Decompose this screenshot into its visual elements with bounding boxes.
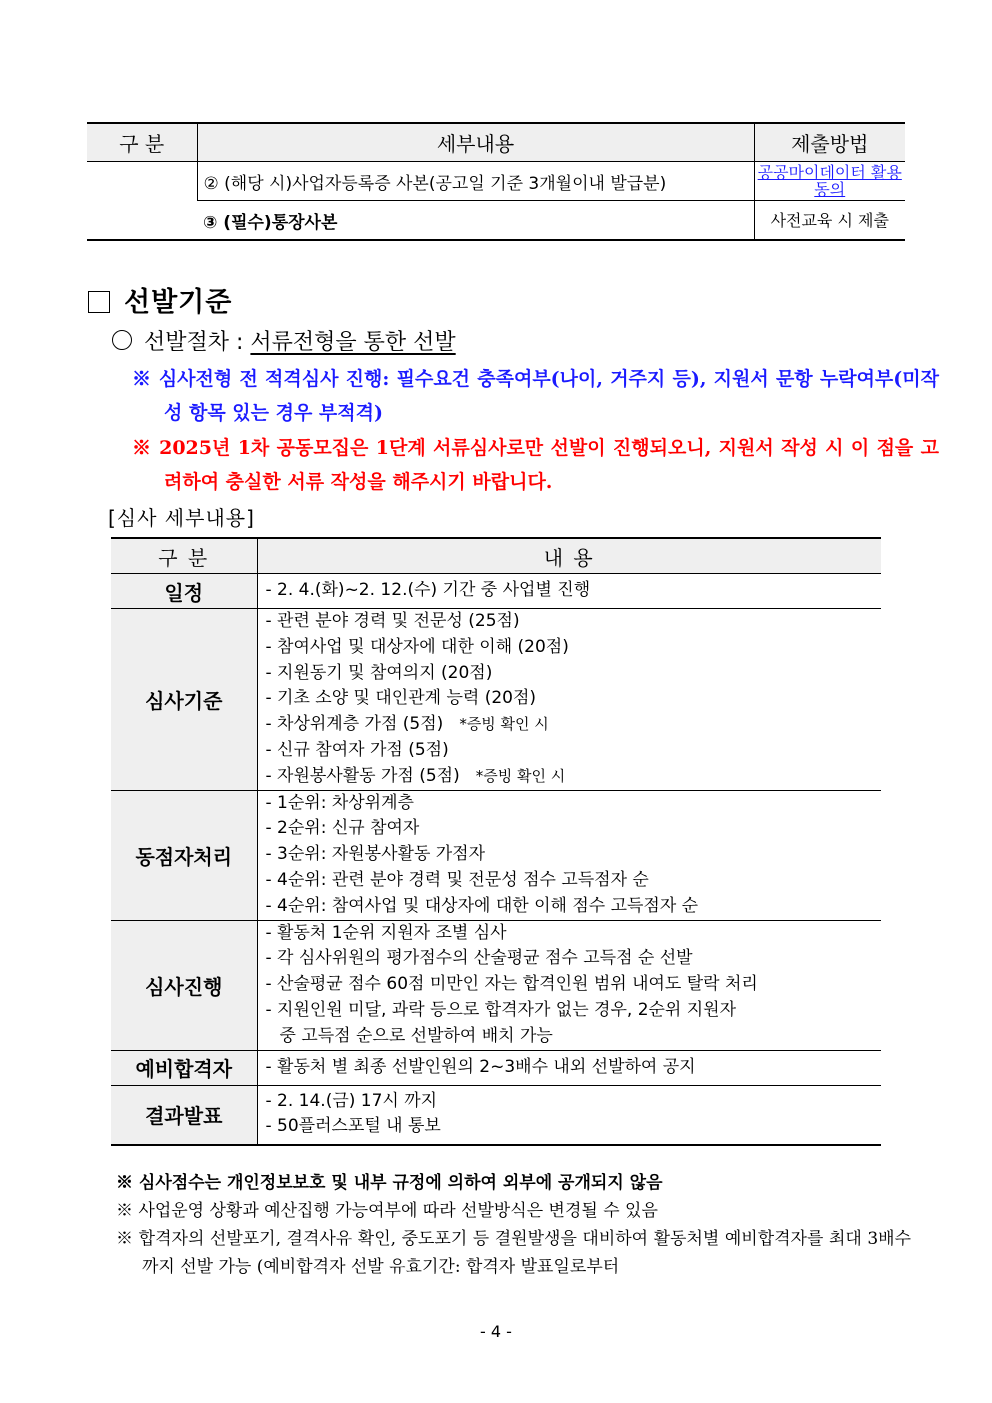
content-line: - 참여사업 및 대상자에 대한 이해 (20점) <box>265 636 569 657</box>
table-row-results <box>111 1085 881 1145</box>
public-mydata-link[interactable]: 공공마이데이터 활용동의 <box>757 163 902 199</box>
footnote: ※ 합격자의 선발포기, 결격사유 확인, 중도포기 등 결원발생을 대비하여 활동처별 예비합격자를 최대 3배수까지 선발 가능 (예비합격자 선발 유효기간: 합격자 발표일로부터 <box>116 1229 911 1277</box>
table-row-criteria <box>111 609 881 791</box>
content-line: - 3순위: 자원봉사활동 가점자 <box>265 844 486 865</box>
header-category: 구 분 <box>111 538 257 574</box>
table-caption: [심사 세부내용] <box>108 506 255 530</box>
header-detail: 세부내용 <box>197 123 754 162</box>
table-row-schedule <box>111 574 881 609</box>
category-cell: 심사기준 <box>111 609 257 791</box>
footnote: ※ 심사점수는 개인정보보호 및 내부 규정에 의하여 외부에 공개되지 않음 <box>116 1173 663 1193</box>
selection-procedure <box>112 325 456 356</box>
header-category: 구 분 <box>87 123 197 162</box>
page-number: - 4 - <box>480 1322 512 1341</box>
section-heading <box>88 280 232 319</box>
content-line: - 산술평균 점수 60점 미만인 자는 합격인원 범위 내여도 탈락 처리 <box>265 974 758 995</box>
category-cell: 심사진행 <box>111 920 257 1050</box>
category-cell <box>87 162 197 241</box>
category-cell: 동점자처리 <box>111 790 257 920</box>
submit-method-cell: 사전교육 시 제출 <box>754 201 905 241</box>
table-row-tiebreak <box>111 790 881 920</box>
content-line: - 2. 14.(금) 17시 까지 <box>265 1090 438 1111</box>
content-line: - 자원봉사활동 가점 (5점) <box>265 765 460 786</box>
eligibility-note: ※ 심사전형 전 적격심사 진행: 필수요건 충족여부(나이, 거주지 등), 지원서 문항 누락여부(미작성 항목 있는 경우 부적격) <box>132 368 939 424</box>
content-line: - 1순위: 차상위계층 <box>265 792 414 813</box>
content-line: - 2순위: 신규 참여자 <box>265 818 420 839</box>
submission-table <box>87 122 905 241</box>
footnotes <box>116 1169 911 1281</box>
table-row <box>87 201 905 241</box>
footnote: ※ 사업운영 상황과 예산집행 가능여부에 따라 선발방식은 변경될 수 있음 <box>116 1201 658 1221</box>
procedure-label: 선발절차 : <box>144 330 251 355</box>
submit-method-cell <box>754 162 905 201</box>
square-bullet-icon <box>88 291 110 313</box>
evidence-note: *증빙 확인 시 <box>459 715 549 734</box>
content-line: - 50플러스포털 내 통보 <box>265 1116 441 1137</box>
header-submit-method: 제출방법 <box>754 123 905 162</box>
procedure-value: 서류전형을 통한 선발 <box>250 330 456 355</box>
review-details-table <box>111 537 881 1146</box>
content-line: - 활동처 1순위 지원자 조별 심사 <box>265 922 507 943</box>
content-line: - 지원인원 미달, 과락 등으로 합격자가 없는 경우, 2순위 지원자 <box>265 999 737 1020</box>
category-cell: 예비합격자 <box>111 1050 257 1085</box>
table-row <box>87 162 905 201</box>
content-line: - 지원동기 및 참여의지 (20점) <box>265 662 493 683</box>
content-line: - 차상위계층 가점 (5점) <box>265 714 444 735</box>
content-line: - 관련 분야 경력 및 전문성 (25점) <box>265 611 520 631</box>
detail-cell: ③ (필수)통장사본 <box>197 201 754 241</box>
header-content: 내 용 <box>257 538 881 574</box>
circle-bullet-icon <box>112 330 132 350</box>
detail-cell: ② (해당 시)사업자등록증 사본(공고일 기준 3개월이내 발급분) <box>197 162 754 201</box>
content-line: 중 고득점 순으로 선발하여 배치 가능 <box>279 1025 553 1046</box>
content-line: - 활동처 별 최종 선발인원의 2~3배수 내외 선발하여 공지 <box>265 1056 696 1077</box>
category-cell: 일정 <box>111 574 257 609</box>
section-title: 선발기준 <box>124 287 233 318</box>
document-review-notice: ※ 2025년 1차 공동모집은 1단계 서류심사로만 선발이 진행되오니, 지원서 작성 시 이 점을 고려하여 충실한 서류 작성을 해주시기 바랍니다. <box>132 437 939 493</box>
table-row-reserve <box>111 1050 881 1085</box>
content-line: - 각 심사위원의 평가점수의 산술평균 점수 고득점 순 선발 <box>265 948 693 969</box>
category-cell: 결과발표 <box>111 1085 257 1145</box>
content-line: - 2. 4.(화)~2. 12.(수) 기간 중 사업별 진행 <box>265 580 591 601</box>
content-line: - 신규 참여자 가점 (5점) <box>265 739 449 760</box>
content-line: - 4순위: 관련 분야 경력 및 전문성 점수 고득점자 순 <box>265 869 649 890</box>
content-line: - 기초 소양 및 대인관계 능력 (20점) <box>265 688 537 709</box>
content-line: - 4순위: 참여사업 및 대상자에 대한 이해 점수 고득점자 순 <box>265 895 699 916</box>
evidence-note: *증빙 확인 시 <box>475 766 566 785</box>
table-row-progress <box>111 920 881 1050</box>
